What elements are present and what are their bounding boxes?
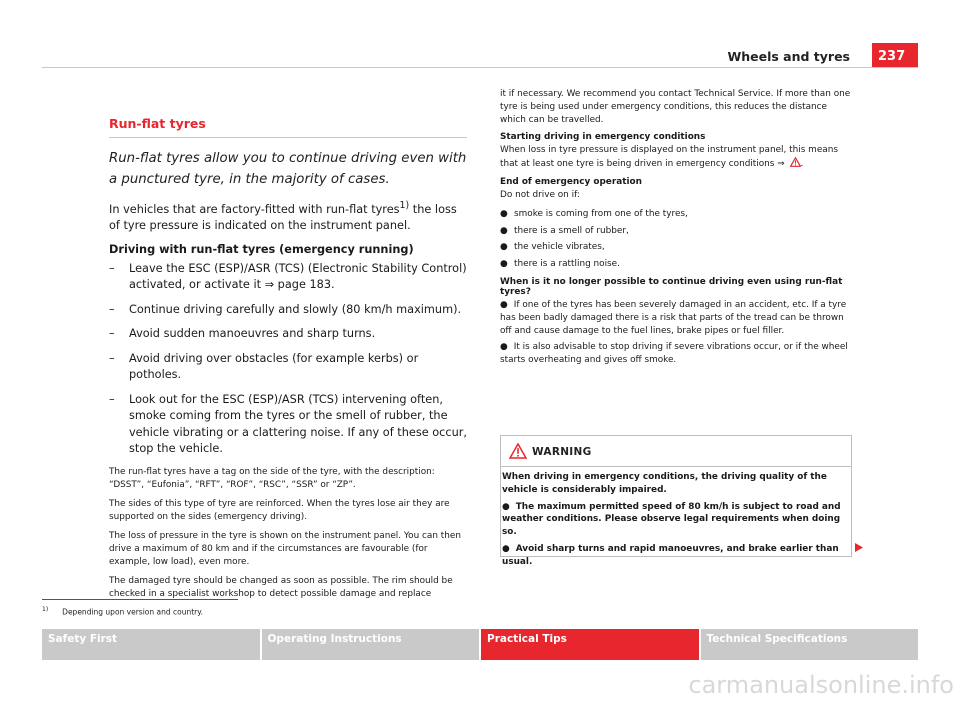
- pressure-loss-description: The loss of pressure in the tyre is shown on the instrument panel. You can then drive a maximum of 80 km and if the circumstances are favourable (for example, low load), even more.: [109, 530, 461, 567]
- footer-tab-technical-specifications[interactable]: Technical Specifications: [701, 629, 919, 660]
- step-text: Avoid sudden manoeuvres and sharp turns.: [129, 327, 376, 341]
- footnote-mark: 1): [42, 606, 49, 613]
- list-item-text: there is a rattling noise.: [514, 259, 620, 270]
- list-item-text: It is also advisable to stop driving if severe vibrations occur, or if the wheel starts overheating and gives off smoke.: [500, 342, 848, 366]
- bullet-marker: ●: [502, 543, 510, 554]
- list-item: [500, 258, 852, 271]
- list-item: [500, 241, 852, 254]
- list-item-text: the vehicle vibrates,: [514, 242, 605, 253]
- bullet-marker: ●: [502, 501, 510, 512]
- warning-header: [501, 436, 851, 467]
- warning-triangle-icon: [790, 157, 801, 167]
- list-item: [500, 225, 852, 238]
- footnote-ref: 1): [399, 200, 410, 211]
- warning-text: When driving in emergency conditions, the driving quality of the vehicle is considerably impaired.: [502, 472, 827, 495]
- footnote: [42, 606, 203, 617]
- intro-text: Run-flat tyres allow you to continue driving even with a punctured tyre, in the majority of cases.: [109, 151, 467, 187]
- footnote-text: Depending upon version and country.: [62, 607, 204, 617]
- starting-driving-paragraph: When loss in tyre pressure is displayed on the instrument panel, this means that at least one tyre is being driven in emergency conditions ⇒ .: [500, 145, 838, 170]
- list-item: [109, 326, 467, 343]
- continue-arrow-icon: [855, 543, 863, 552]
- starting-driving-text: When loss in tyre pressure is displayed on the instrument panel, this means that at least one tyre is being driven in emergency conditions ⇒: [500, 145, 838, 170]
- subhead-starting-driving: Starting driving in emergency conditions: [500, 132, 706, 143]
- footer-tab-practical-tips[interactable]: Practical Tips: [481, 629, 699, 660]
- right-column: [500, 88, 852, 373]
- list-item-text: If one of the tyres has been severely damaged in an accident, etc. If a tyre has been badly damaged there is a risk that parts of the tread can be thrown off and cause damage to the fuel lines, brake pipes or fuel filler.: [500, 299, 847, 336]
- chapter-footer: [42, 629, 918, 660]
- list-item: [109, 261, 467, 294]
- warning-item-text: The maximum permitted speed of 80 km/h is subject to road and weather conditions. Please observe legal requirements when doing so.: [502, 501, 841, 538]
- section-title-rule: [109, 137, 467, 138]
- bullet-marker: ●: [500, 259, 508, 270]
- list-item: [109, 351, 467, 384]
- list-item: [500, 208, 852, 221]
- left-column: [109, 116, 467, 607]
- watermark: carmanualsonline.info: [688, 671, 954, 699]
- bullet-marker: ●: [500, 208, 508, 219]
- warning-item: [502, 501, 843, 539]
- list-item-text: smoke is coming from one of the tyres,: [514, 208, 688, 219]
- subhead-emergency-running: Driving with run-flat tyres (emergency running): [109, 242, 414, 256]
- p1-text-end: the loss of tyre pressure is indicated on the instrument panel.: [109, 202, 457, 233]
- bullet-marker: ●: [500, 342, 508, 353]
- page-number-badge: 237: [872, 43, 918, 68]
- steps-list: [109, 261, 467, 458]
- warning-item-text: Avoid sharp turns and rapid manoeuvres, and brake earlier than usual.: [502, 543, 839, 567]
- step-text: Continue driving carefully and slowly (80 km/h maximum).: [129, 302, 462, 316]
- list-item-text: there is a smell of rubber,: [514, 225, 629, 236]
- footer-tab-safety-first[interactable]: Safety First: [42, 629, 260, 660]
- footer-tab-operating-instructions[interactable]: Operating Instructions: [262, 629, 480, 660]
- step-text: Avoid driving over obstacles (for example kerbs) or potholes.: [129, 351, 419, 382]
- list-item: [109, 392, 467, 458]
- list-item: [500, 299, 852, 337]
- section-title: Run-flat tyres: [109, 116, 206, 131]
- end-emergency-lead: Do not drive on if:: [500, 189, 580, 200]
- footnote-rule: [42, 599, 238, 600]
- tag-description: The run-flat tyres have a tag on the side of the tyre, with the description: “DSST”, “Eufonia”, “RFT”, “ROF”, “RSC”, “SSR” or “ZP”.: [109, 466, 435, 490]
- dash-marker: –: [109, 302, 115, 316]
- step-text: Leave the ESC (ESP)/ASR (TCS) (Electronic Stability Control) activated, or activate it ⇒ page 183.: [129, 261, 467, 292]
- warning-label: WARNING: [532, 446, 592, 458]
- dash-marker: –: [109, 327, 115, 341]
- running-header-title: Wheels and tyres: [727, 49, 850, 64]
- subhead-when-not-possible: When is it no longer possible to continue driving even using run-flat tyres?: [500, 276, 843, 297]
- replacement-description: The damaged tyre should be changed as soon as possible. The rim should be checked in a specialist workshop to detect possible damage and replace: [109, 575, 453, 599]
- bullet-marker: ●: [500, 299, 508, 310]
- intro-paragraph: [109, 198, 467, 235]
- dash-marker: –: [109, 392, 115, 406]
- dash-marker: –: [109, 351, 115, 365]
- list-item: [500, 341, 852, 367]
- warning-item: [502, 543, 843, 569]
- continuation-paragraph: it if necessary. We recommend you contact Technical Service. If more than one tyre is being used under emergency conditions, this reduces the distance which can be travelled.: [500, 89, 851, 125]
- warning-triangle-icon: [509, 443, 527, 459]
- list-item: [109, 302, 467, 319]
- header-rule: [42, 67, 918, 68]
- subhead-end-emergency: End of emergency operation: [500, 176, 642, 187]
- warning-body: [501, 467, 851, 569]
- dash-marker: –: [109, 261, 115, 275]
- when-not-possible-list: [500, 299, 852, 367]
- p1-text: In vehicles that are factory-fitted with run-flat tyres: [109, 202, 400, 216]
- sidewall-description: The sides of this type of tyre are reinforced. When the tyres lose air they are supported on the sides (emergency driving).: [109, 498, 450, 522]
- do-not-drive-list: [500, 208, 852, 271]
- step-text: Look out for the ESC (ESP)/ASR (TCS) intervening often, smoke coming from the tyres or the smell of rubber, the vehicle vibrating or a clattering noise. If any of these occur, stop the vehicle.: [129, 392, 467, 456]
- bullet-marker: ●: [500, 225, 508, 236]
- bullet-marker: ●: [500, 242, 508, 253]
- warning-box: [500, 435, 852, 567]
